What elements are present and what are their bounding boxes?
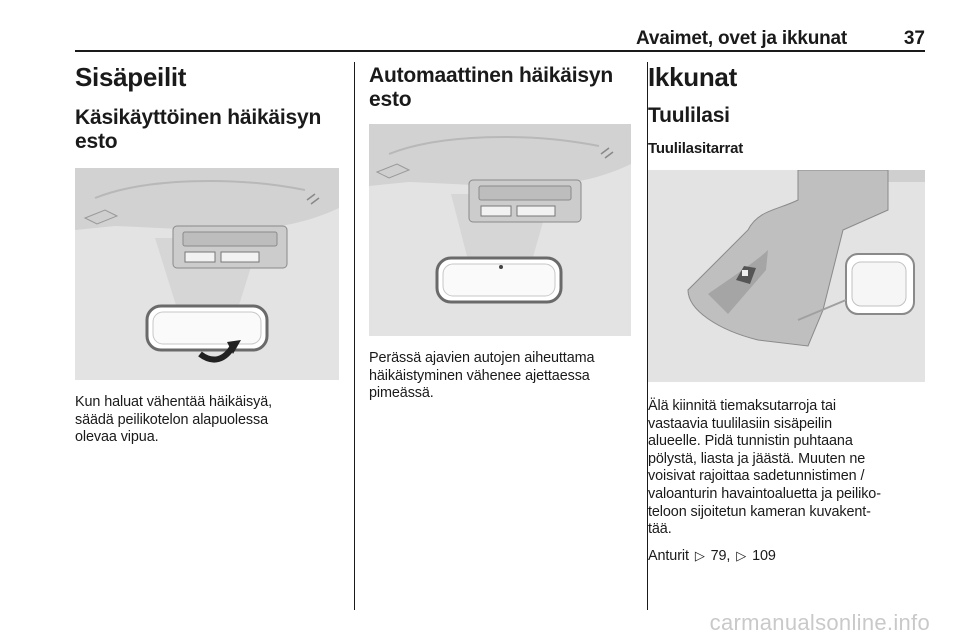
header-rule: [75, 50, 925, 52]
reference-link-79[interactable]: 79,: [710, 547, 731, 564]
page-number: 37: [903, 28, 925, 49]
windshield-sensor-illustration: [648, 170, 925, 382]
column-divider-1: [354, 62, 355, 610]
subsection-heading: Käsikäyttöinen häikäisyn esto: [75, 106, 322, 153]
chapter-title: Avaimet, ovet ja ikkunat: [636, 28, 847, 49]
arrow-reference-icon: ▷: [694, 547, 705, 563]
watermark: carmanualsonline.info: [709, 610, 930, 635]
arrow-reference-icon: ▷: [736, 547, 747, 563]
subsubsection-heading: Tuulilasitarrat: [648, 140, 744, 157]
page-header: [75, 26, 925, 52]
reference-link-109[interactable]: 109: [752, 547, 776, 564]
section-heading: Ikkunat: [648, 62, 737, 92]
column-windows: [648, 62, 928, 565]
paragraph: Kun haluat vähentää häikäisyä, säädä peilikotelon alapuolessa olevaa vipua.: [75, 394, 273, 446]
column-manual-anti-dazzle: [75, 62, 339, 447]
section-heading: Sisäpeilit: [75, 62, 187, 92]
automatic-mirror-illustration: [369, 124, 631, 336]
cross-reference: Anturit ▷ 79, ▷ 109: [648, 547, 776, 564]
paragraph: Älä kiinnitä tiemaksutarroja tai vastaavia tuulilasiin sisäpeilin alueelle. Pidä tunnistin puhtaana pölystä, liasta ja jäästä. Muuten ne voisivat rajoittaa sadetunnistimen / valoanturin havaintoaluetta ja peiliko- teloon sijoitetun kameran kuvakent- tää.: [648, 398, 881, 538]
paragraph: Perässä ajavien autojen aiheuttama häikäistyminen vähenee ajettaessa pimeässä.: [369, 350, 595, 402]
subsection-heading: Tuulilasi: [648, 104, 730, 127]
column-automatic-anti-dazzle: [369, 62, 631, 403]
section-heading: Automaattinen häikäisyn esto: [369, 64, 613, 111]
manual-mirror-illustration: [75, 168, 339, 380]
